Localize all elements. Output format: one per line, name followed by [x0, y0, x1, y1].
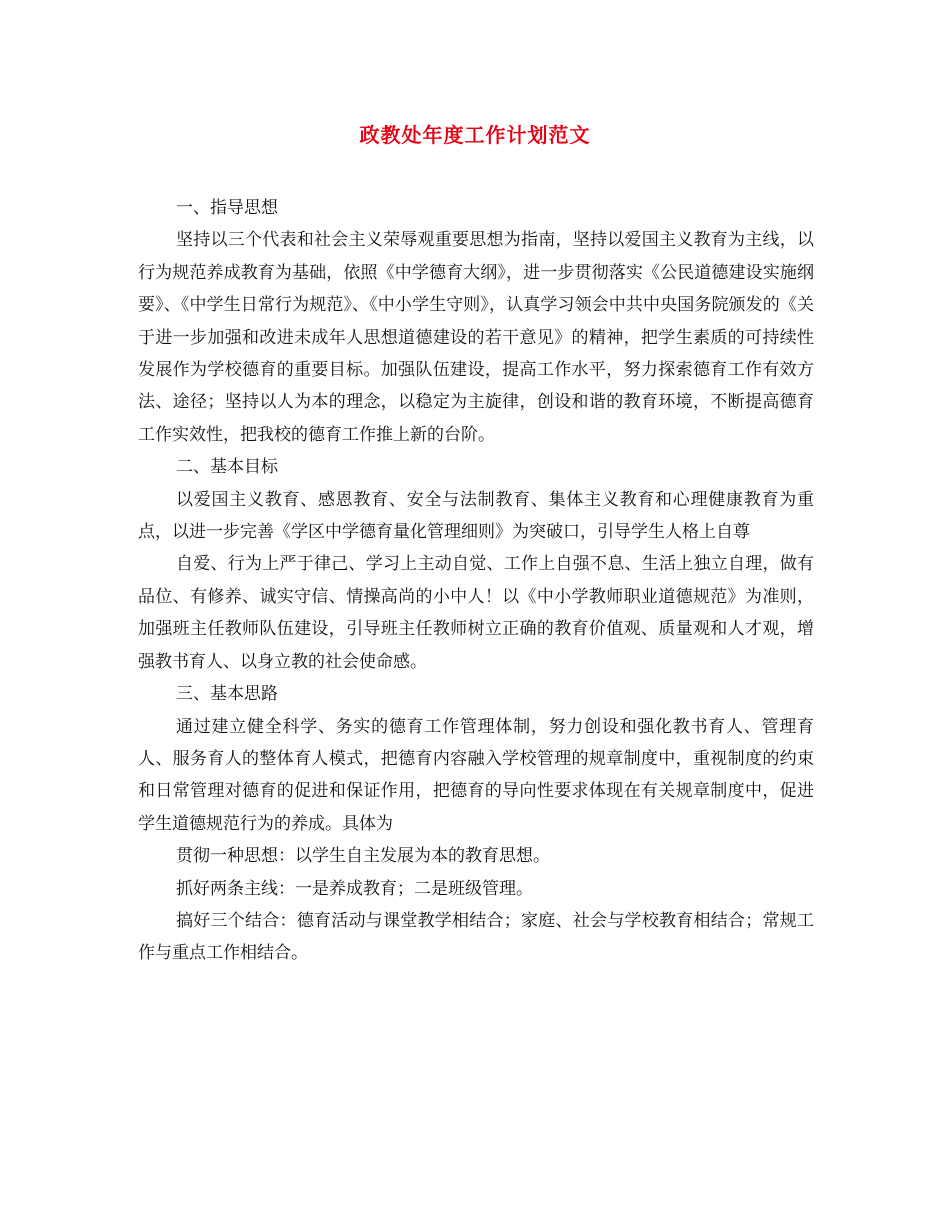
paragraph-guiding-ideology: 坚持以三个代表和社会主义荣辱观重要思想为指南，坚持以爱国主义教育为主线，以行为规范养成教育为基础，依照《中学德育大纲》，进一步贯彻落实《公民道德建设实施纲要》、《中学生日常行为规范》、《中小学生守则》，认真学习领会中共中央国务院颁发的《关于进一步加强和改进未成年人思想道德建设的若干意见》的精神，把学生素质的可持续性发展作为学校德育的重要目标。加强队伍建设，提高工作水平，努力探索德育工作有效方法、途径；坚持以人为本的理念，以稳定为主旋律，创设和谐的教育环境，不断提高德育工作实效性，把我校的德育工作推上新的台阶。 — [138, 230, 814, 445]
heading-basic-approach: 三、基本思路 — [176, 684, 278, 705]
paragraph-basic-goals: 以爱国主义教育、感恩教育、安全与法制教育、集体主义教育和心理健康教育为重点，以进一步完善《学区中学德育量化管理细则》为突破口，引导学生人格上自尊 — [138, 489, 814, 543]
paragraph-two-mainlines: 抓好两条主线：一是养成教育；二是班级管理。 — [176, 878, 533, 899]
paragraph-one-idea: 贯彻一种思想：以学生自主发展为本的教育思想。 — [176, 846, 550, 867]
paragraph-basic-goals-continued: 自爱、行为上严于律己、学习上主动自觉、工作上自强不息、生活上独立自理，做有品位、有修养、诚实守信、情操高尚的小中人！以《中小学教师职业道德规范》为准则，加强班主任教师队伍建设，引导班主任教师树立正确的教育价值观、质量观和人才观，增强教书育人、以身立教的社会使命感。 — [138, 554, 814, 672]
paragraph-basic-approach: 通过建立健全科学、务实的德育工作管理体制，努力创设和强化教书育人、管理育人、服务育人的整体育人模式，把德育内容融入学校管理的规章制度中，重视制度的约束和日常管理对德育的促进和保证作用，把德育的导向性要求体现在有关规章制度中，促进学生道德规范行为的养成。具体为 — [138, 716, 814, 834]
heading-guiding-ideology: 一、指导思想 — [176, 198, 278, 218]
document-title: 政教处年度工作计划范文 — [359, 123, 591, 147]
paragraph-three-combinations: 搞好三个结合：德育活动与课堂教学相结合；家庭、社会与学校教育相结合；常规工作与重点工作相结合。 — [138, 910, 814, 964]
heading-basic-goals: 二、基本目标 — [176, 457, 278, 478]
document-body — [138, 192, 814, 970]
